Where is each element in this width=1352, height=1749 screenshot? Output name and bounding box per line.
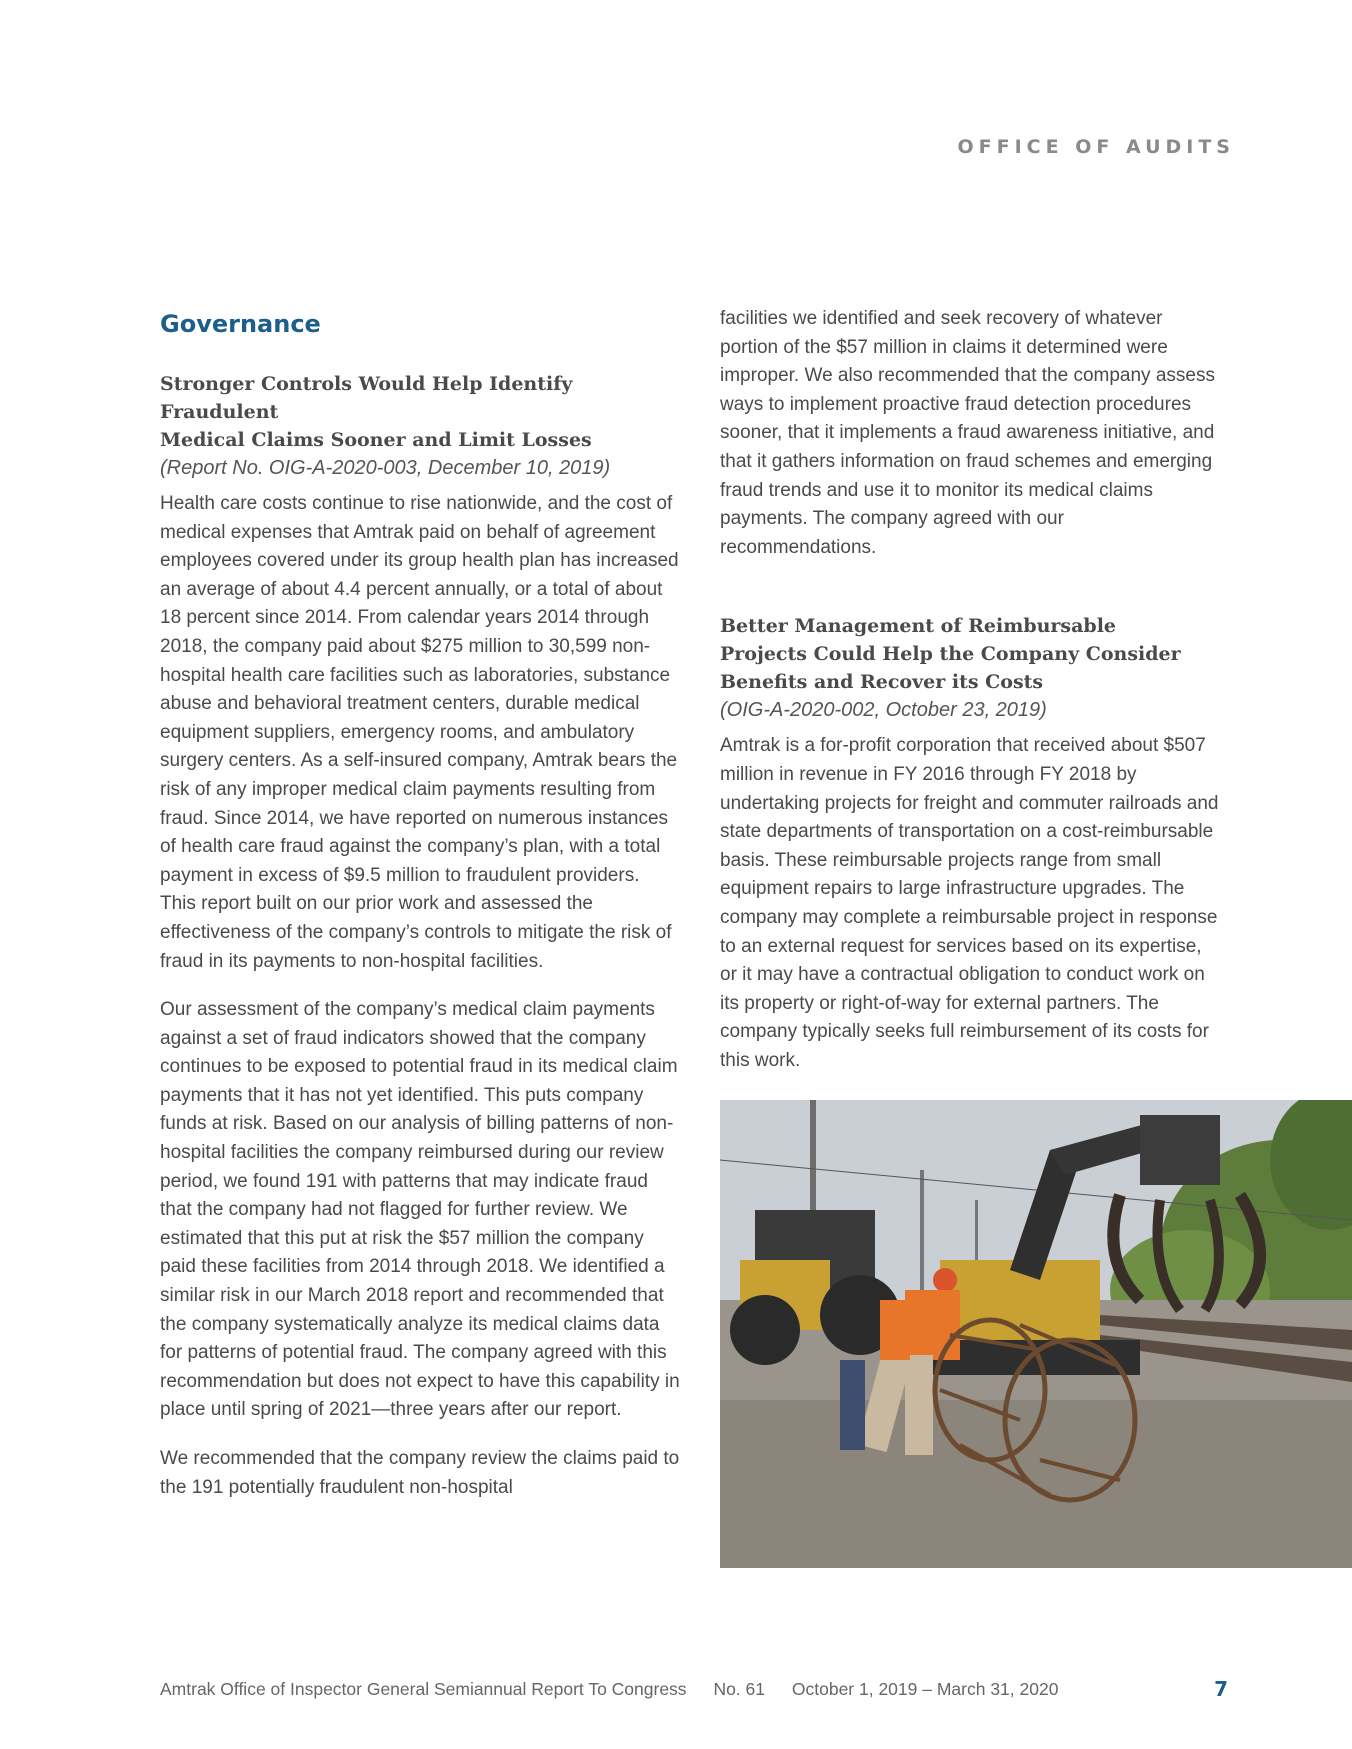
report1-paragraph-2: Our assessment of the company’s medical claim payments against a set of fraud indicators showed that the company continues to be exposed to potential fraud in its medical claim payments that it has not yet identified. This puts company funds at risk. Based on our analysis of billing patterns of non-hospital facilities the company reimbursed during our review period, we found 191 with patterns that may indicate fraud that the company had not flagged for further review. We estimated that this put at risk the $57 million the company paid these facilities from 2014 through 2018. We identified a similar risk in our March 2018 report and recommended that the company systematically analyze its medical claims data for patterns of potential fraud. The company agreed with this recommendation but does not expect to have this capability in place until spring of 2021—three years after our report.	[160, 999, 680, 1421]
construction-scene-image	[720, 1100, 1352, 1568]
report2-title-line3: Benefits and Recover its Costs	[720, 671, 1044, 694]
report1-paragraph-3: We recommended that the company review the claims paid to the 191 potentially fraudulent non-hospital	[160, 1448, 680, 1498]
right-column	[720, 305, 1220, 1095]
section-title: Governance	[160, 310, 321, 338]
office-of-audits-header: OFFICE OF AUDITS	[957, 136, 1235, 158]
page-footer	[160, 1679, 1235, 1700]
report2-title	[720, 612, 1220, 696]
report1-title	[160, 370, 680, 454]
left-column	[160, 370, 680, 1522]
report2-title-line2: Projects Could Help the Company Consider	[720, 643, 1181, 666]
report1-title-line1: Stronger Controls Would Help Identify Fraudulent	[160, 373, 573, 423]
report2-title-line1: Better Management of Reimbursable	[720, 615, 1117, 638]
footer-issue: No. 61	[713, 1679, 765, 1699]
page-number: 7	[1214, 1677, 1228, 1701]
report1-paragraph-1: Health care costs continue to rise nationwide, and the cost of medical expenses that Amtrak paid on behalf of agreement employees covered under its group health plan has increased an average of about 4.4 percent annually, or a total of about 18 percent since 2014. From calendar years 2014 through 2018, the company paid about $275 million to 30,599 non-hospital health care facilities such as laboratories, substance abuse and behavioral treatment centers, durable medical equipment suppliers, emergency rooms, and ambulatory surgery centers. As a self-insured company, Amtrak bears the risk of any improper medical claim payments resulting from fraud. Since 2014, we have reported on numerous instances of health care fraud against the company’s plan, with a total payment in excess of $9.5 million to fraudulent providers. This report built on our prior work and assessed the effectiveness of the company’s controls to mitigate the risk of fraud in its payments to non-hospital facilities.	[160, 493, 679, 972]
report1-title-line2: Medical Claims Sooner and Limit Losses	[160, 429, 592, 451]
report1-reference: (Report No. OIG-A-2020-003, December 10, 2019)	[160, 457, 611, 479]
footer-period: October 1, 2019 – March 31, 2020	[791, 1679, 1059, 1699]
footer-publication: Amtrak Office of Inspector General Semiannual Report To Congress	[160, 1679, 687, 1699]
report2-reference: (OIG-A-2020-002, October 23, 2019)	[720, 699, 1047, 722]
construction-photo	[720, 1100, 1352, 1568]
report2-paragraph-1: Amtrak is a for-profit corporation that received about $507 million in revenue in FY 2016 through FY 2018 by undertaking projects for freight and commuter railroads and state departments of transportation on a cost-reimbursable basis. These reimbursable projects range from small equipment repairs to large infrastructure upgrades. The company may complete a reimbursable project in response to an external request for services based on its expertise, or it may have a contractual obligation to conduct work on its property or right-of-way for external partners. The company typically seeks full reimbursement of its costs for this work.	[720, 735, 1219, 1071]
report1-paragraph-3-continued: facilities we identified and seek recovery of whatever portion of the $57 million in claims it determined were improper. We also recommended that the company assess ways to implement proactive fraud detection procedures sooner, that it implements a fraud awareness initiative, and that it gathers information on fraud schemes and emerging fraud trends and use it to monitor its medical claims payments. The company agreed with our recommendations.	[720, 308, 1215, 558]
